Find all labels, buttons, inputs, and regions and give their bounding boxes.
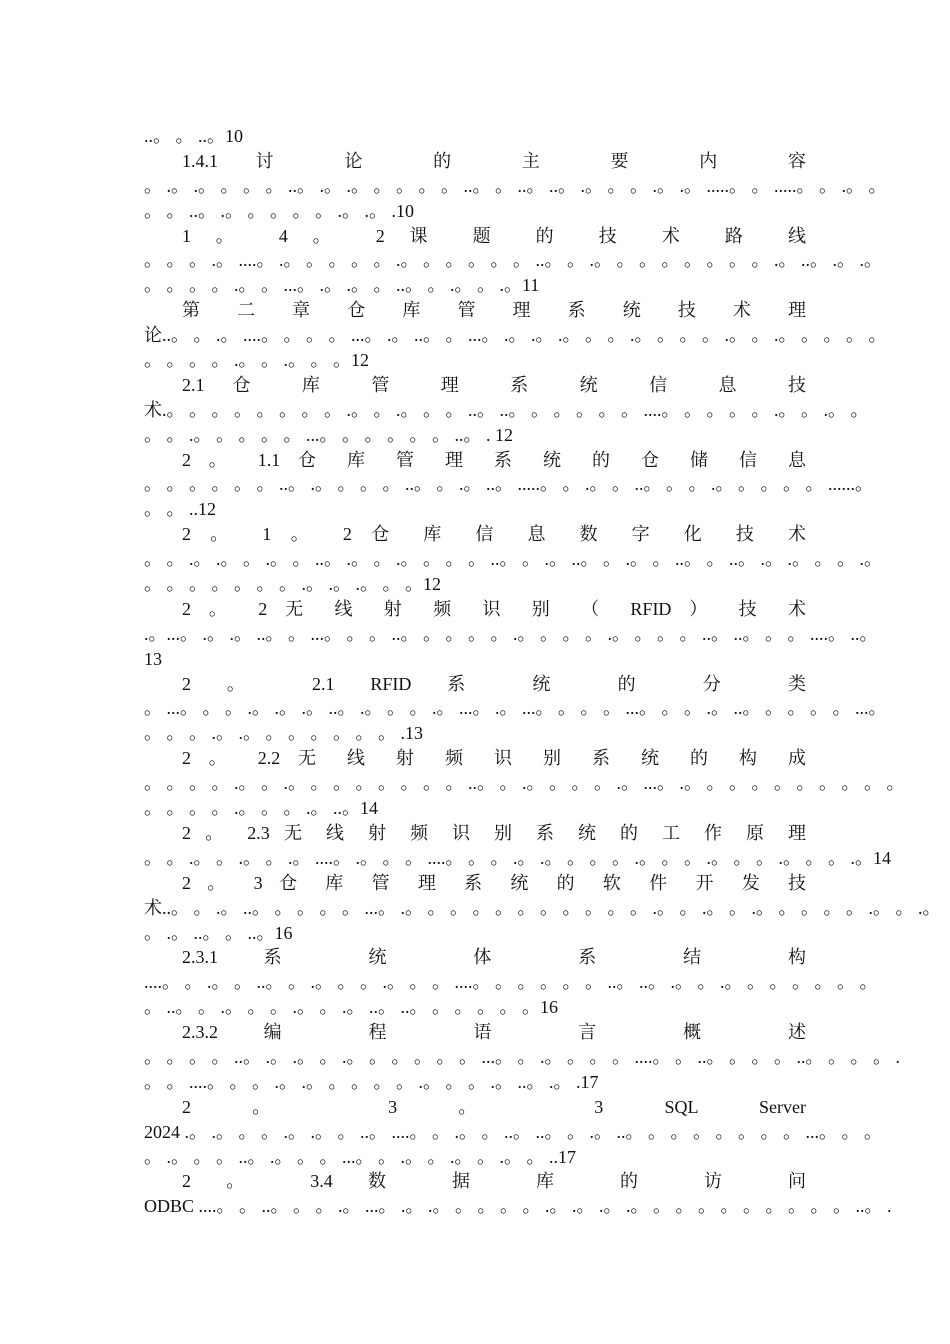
toc-line: 。 。 .。 。 .。 。 .。 ....。 .。 。 。 ....。 。 。 .。 .。 。 。 。 .。 。 。 .。 。 。 .。 。 。 .。14 <box>144 847 891 868</box>
toc-line: 。 .。 ..。 。 ..。16 <box>144 922 293 943</box>
toc-line: 2 。 3 。 3 SQL Server <box>182 1096 806 1117</box>
toc-line: 。 。 。 。 .。 。 ...。 .。 .。 。 ..。 。 .。 。 .。11 <box>144 275 540 296</box>
toc-line: ..。 。 ..。10 <box>144 126 243 146</box>
toc-line: 。 。 .。 。 。 。 。 ...。 。 。 。 。 。 ..。 . 12 <box>144 424 513 445</box>
toc-line: 。 。 。 。 .。 。 。 .。 ..。14 <box>144 798 378 819</box>
toc-line: 。 。 ....。 。 。 .。 .。 。 。 。 。 .。 。 。 .。 ..。 .。 .17 <box>144 1071 599 1092</box>
toc-line: 2.3.1 系 统 体 系 结 构 <box>182 947 806 968</box>
toc-line: 2 。 2.1 RFID 系 统 的 分 类 <box>182 673 806 694</box>
toc-line: 。 。 。 。 。 。 ..。 .。 。 。 。 ..。 。 .。 ..。 .....。 。 .。 。 ..。 。 。 .。 。 。 。 。 ......。 <box>144 474 873 495</box>
toc-line: 1 。 4 。 2 课 题 的 技 术 路 线 <box>182 225 806 246</box>
toc-line: 2.3.2 编 程 语 言 概 述 <box>182 1022 806 1043</box>
toc-line: ODBC ....。 。 ..。 。 。 .。 ...。 .。 .。 。 。 。 。 .。 .。 .。 .。 。 。 。 。 。 。 。 。 。 ..。 . <box>144 1196 892 1217</box>
table-of-contents <box>144 124 941 1219</box>
toc-line: ....。 。 .。 。 ..。 。 .。 。 。 .。 。 。 ....。 。 。 。 。 。 ..。 ..。 .。 。 .。 。 。 。 。 。 。 <box>144 972 878 993</box>
toc-line: 。 。 。 。 。 。 。 .。 .。 .。 。 。12 <box>144 574 441 595</box>
toc-line: 。 。 。 。 .。 。 .。 。 。12 <box>144 350 369 371</box>
toc-line: .。...。 .。 .。 ..。 。 ...。 。 。 ..。 。 。 。 。 .。 。 。 。 .。 。 。 。 ..。 ..。 。 。 ....。 ..。 <box>144 623 878 644</box>
toc-line: 2024 .。 .。 。 。 .。 .。 。 ..。 ....。 。 .。 。 ..。 ..。 。 .。 ..。 。 。 。 。 。 。 。 ...。 。 。 <box>144 1121 882 1142</box>
toc-line: 。 .。 。 。 ..。 .。 。 。 ...。 。 .。 。 .。 。 .。 。 ..17 <box>144 1146 576 1167</box>
toc-line: 。 。 ..。 .。 。 。 。 。 .。 .。 .10 <box>144 200 414 221</box>
toc-line: 。 。 ..12 <box>144 499 216 520</box>
toc-line: 1.4.1 讨 论 的 主 要 内 容 <box>182 150 806 171</box>
toc-line: 。 .。 .。 。 。 。 ..。 .。 .。 。 。 。 。 ..。 。 ..。 ..。 .。 。 。 .。 .。 .....。 。 .....。 。 .。 。 <box>144 175 887 196</box>
toc-line: 。 。 .。 .。 。 .。 。 ..。 .。 。 .。 。 。 。 ..。 。 .。 ..。 。 .。 。 ..。 。 ..。 .。 .。 。 。 .。 <box>144 549 882 570</box>
toc-line: 13 <box>144 648 162 669</box>
toc-line: 2 。 2 无 线 射 频 识 别 （ RFID ） 技 术 <box>182 598 806 619</box>
toc-line: 2 。 3.4 数 据 库 的 访 问 <box>182 1171 806 1192</box>
toc-line: 2 。 2.2 无 线 射 频 识 别 系 统 的 构 成 <box>182 748 806 769</box>
toc-line: 。 。 。 .。 ....。 .。 。 。 。 。 .。 。 。 。 。 。 ..。 。 .。 。 。 。 。 。 。 。 .。 ..。 .。 .。 <box>144 250 882 271</box>
toc-line: 术..。 。 .。 ..。 。 。 。 。 ...。 .。 。 。 。 。 。 。 。 。 。 。 .。 。 .。 。 .。 。 。 。 。 .。 。 .。 <box>144 897 941 918</box>
toc-line: 。 ..。 。 .。 。 。 .。 。 .。 ..。 ..。 。 。 。 。 。16 <box>144 997 558 1018</box>
toc-line: 。 。 。 。 ..。 .。 .。 。 .。 。 。 。 。 。 ...。 。 .。 。 。 。 ....。 。 ..。 。 。 。 ..。 。 。 。 . <box>144 1046 900 1067</box>
toc-line: 第 二 章 仓 库 管 理 系 统 技 术 理 <box>182 300 806 321</box>
toc-line: 2 。 3 仓 库 管 理 系 统 的 软 件 开 发 技 <box>182 872 806 893</box>
toc-line: 2 。 1.1 仓 库 管 理 系 统 的 仓 储 信 息 <box>182 449 806 470</box>
toc-line: 2 。 2.3 无 线 射 频 识 别 系 统 的 工 作 原 理 <box>182 822 806 843</box>
toc-line: 2.1 仓 库 管 理 系 统 信 息 技 <box>182 374 806 395</box>
toc-line: 。 ...。 。 。 .。 .。 .。 ..。 .。 。 。 .。 ...。 .。 ...。 。 。 。 ...。 。 。 .。 ..。 。 。 。 。 ...。 <box>144 698 887 719</box>
toc-line: 论..。 。 .。 ....。 。 。 。 ...。 .。 ..。 。 ...。 .。 .。 .。 。 。 .。 。 。 。 .。 。 .。 。 。 。 。 <box>144 325 887 346</box>
toc-line: 术.。 。 。 。 。 。 。 。 .。 。 .。 。 。 ..。 ..。 。 。 。 。 。 ....。 。 。 。 。 .。 。 .。 。 <box>144 399 869 420</box>
toc-line: 。 。 。 。 .。 。 .。 。 。 。 。 。 。 。 ..。 。 .。 。 。 。 .。 ...。 .。 。 。 。 。 。 。 。 。 。 <box>144 773 905 794</box>
toc-line: 。 。 。 .。 .。 。 。 。 。 。 。 .13 <box>144 723 423 744</box>
toc-line: 2 。 1 。 2 仓 库 信 息 数 字 化 技 术 <box>182 524 806 545</box>
